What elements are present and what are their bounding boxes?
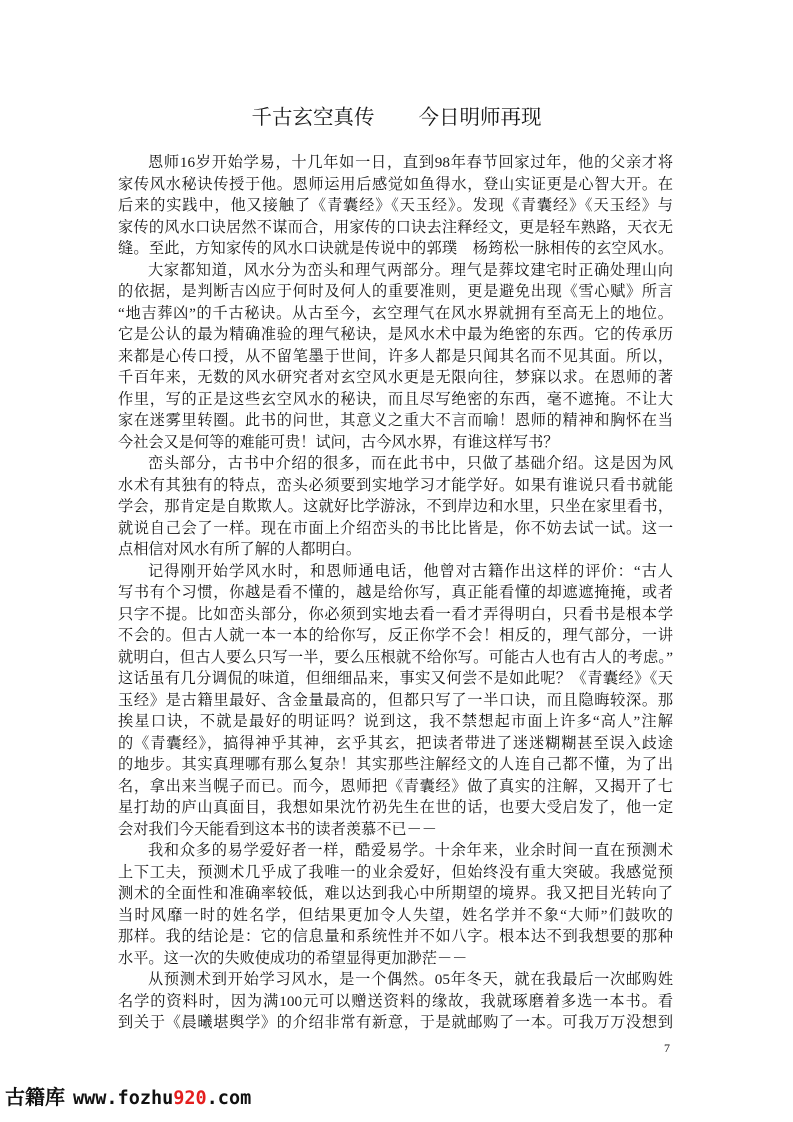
text-line: 大家都知道，风水分为峦头和理气两部分。理气是葬坟建宅时正确处理山向 [148,261,673,279]
text-line: 家在迷雾里转圈。此书的问世，其意义之重大不言而喻！恩师的精神和胸怀在当 [118,412,673,429]
watermark-url-number: 920 [173,1088,207,1109]
text-line: 水平。这一次的失败使成功的希望显得更加渺茫－－ [118,949,468,967]
page-number: 7 [664,1041,670,1055]
text-line: 的依据，是判断吉凶应于何时及何人的重要准则，更是避免出现《雪心赋》所言 [118,283,673,300]
text-line: 上下工夫，预测术几乎成了我唯一的业余爱好，但始终没有重大突破。我感觉预 [118,863,673,881]
text-line: 那样。我的结论是：它的信息量和系统性并不如八字。根本达不到我想要的那种 [118,928,673,945]
text-line: 星打劫的庐山真面目，我想如果沈竹礽先生在世的话，也要大受启发了，他一定 [118,799,673,816]
body-text [118,152,673,1034]
text-line: 的《青囊经》，搞得神乎其神，玄乎其玄，把读者带进了迷迷糊糊甚至误入歧途 [118,734,673,752]
text-line: 作里，写的正是这些玄空风水的秘诀，而且尽写绝密的东西，毫不遮掩。不让大 [118,390,673,408]
text-line: 水术有其独有的特点，峦头必须要到实地学习才能学好。如果有谁说只看书就能 [118,476,673,494]
title-right: 今日明师再现 [418,107,542,129]
paragraph [118,260,673,454]
text-line: 就说自己会了一样。现在市面上介绍峦头的书比比皆是，你不妨去试一试。这一 [118,519,673,537]
text-line: 的地步。其实真理哪有那么复杂！其实那些注解经文的人连自己都不懂，为了出 [118,756,673,773]
text-line: 这话虽有几分调侃的味道，但细细品来，事实又何尝不是如此呢？《青囊经》《天 [118,670,673,687]
text-line: 千百年来，无数的风水研究者对玄空风水更是无限向往，梦寐以求。在恩师的著 [118,369,673,386]
text-line: 学会，那肯定是自欺欺人。这就好比学游泳，不到岸边和水里，只坐在家里看书， [118,498,673,515]
text-line: 家传风水秘诀传授于他。恩师运用后感觉如鱼得水，登山实证更是心智大开。在 [118,175,673,193]
watermark-url [73,1088,251,1109]
text-line: 就明白，但古人要么只写一半，要么压根就不给你写。可能古人也有古人的考虑。” [118,648,673,666]
title-left: 千古玄空真传 [251,107,375,129]
text-line: 名，拿出来当幌子而已。而今，恩师把《青囊经》做了真实的注解，又揭开了七 [118,777,673,795]
text-line: “地吉葬凶”的千古秘诀。从古至今，玄空理气在风水界就拥有至高无上的地位。 [118,304,673,322]
text-line: 从预测术到开始学习风水，是一个偶然。05年冬天，就在我最后一次邮购姓 [148,971,673,988]
watermark-site-name: 古籍库 [5,1085,65,1109]
watermark [5,1085,251,1109]
text-line: 测术的全面性和准确率较低，难以达到我心中所期望的境界。我又把目光转向了 [118,885,673,902]
paragraph [118,969,673,1034]
paragraph [118,453,673,561]
text-line: 只字不提。比如峦头部分，你必须到实地去看一看才弄得明白，只看书是根本学 [118,605,673,623]
text-line: 点相信对风水有所了解的人都明白。 [118,541,361,558]
paragraph [118,152,673,260]
watermark-url-prefix: www.fozhu [73,1088,174,1109]
paragraph [118,561,673,841]
watermark-url-suffix: .com [206,1088,252,1109]
text-line: 今社会又是何等的难能可贵！试问，古今风水界，有谁这样写书？ [118,433,559,451]
text-line: 当时风靡一时的姓名学，但结果更加令人失望，姓名学并不象“大师”们鼓吹的 [118,906,673,924]
text-line: 记得刚开始学风水时，和恩师通电话，他曾对古籍作出这样的评价：“古人 [148,562,673,580]
text-line: 后来的实践中，他又接触了《青囊经》《天玉经》。发现《青囊经》《天玉经》与 [118,197,673,214]
text-line: 家传的风水口诀居然不谋而合，用家传的口诀去注释经文，更是轻车熟路，天衣无 [118,218,673,236]
paragraph [118,840,673,969]
page-title [0,106,793,130]
text-line: 恩师16岁开始学易，十几年如一日，直到98年春节回家过年，他的父亲才将 [148,154,673,171]
text-line: 会对我们今天能看到这本书的读者羡慕不已－－ [118,820,437,838]
text-line: 名学的资料时，因为满100元可以赠送资料的缘故，我就琢磨着多选一本书。看 [118,992,673,1010]
text-line: 缝。至此，方知家传的风水口诀就是传说中的郭璞 杨筠松一脉相传的玄空风水。 [118,240,673,257]
text-line: 峦头部分，古书中介绍的很多，而在此书中，只做了基础介绍。这是因为风 [148,455,673,472]
text-line: 来都是心传口授，从不留笔墨于世间，许多人都是只闻其名而不见其面。所以， [118,347,673,365]
text-line: 玉经》是古籍里最好、含金量最高的，但都只写了一半口诀，而且隐晦较深。那 [118,691,673,709]
text-line: 不会的。但古人就一本一本的给你写，反正你学不会！相反的，理气部分，一讲 [118,627,673,644]
text-line: 到关于《晨曦堪舆学》的介绍非常有新意，于是就邮购了一本。可我万万没想到 [118,1014,673,1031]
text-line: 我和众多的易学爱好者一样，酷爱易学。十余年来，业余时间一直在预测术 [148,842,673,859]
text-line: 挨星口诀，不就是最好的明证吗？说到这，我不禁想起市面上许多“高人”注解 [118,713,673,730]
text-line: 写书有个习惯，你越是看不懂的，越是给你写，真正能看懂的却遮遮掩掩，或者 [118,584,673,601]
text-line: 它是公认的最为精确准验的理气秘诀，是风水术中最为绝密的东西。它的传承历 [118,326,673,343]
